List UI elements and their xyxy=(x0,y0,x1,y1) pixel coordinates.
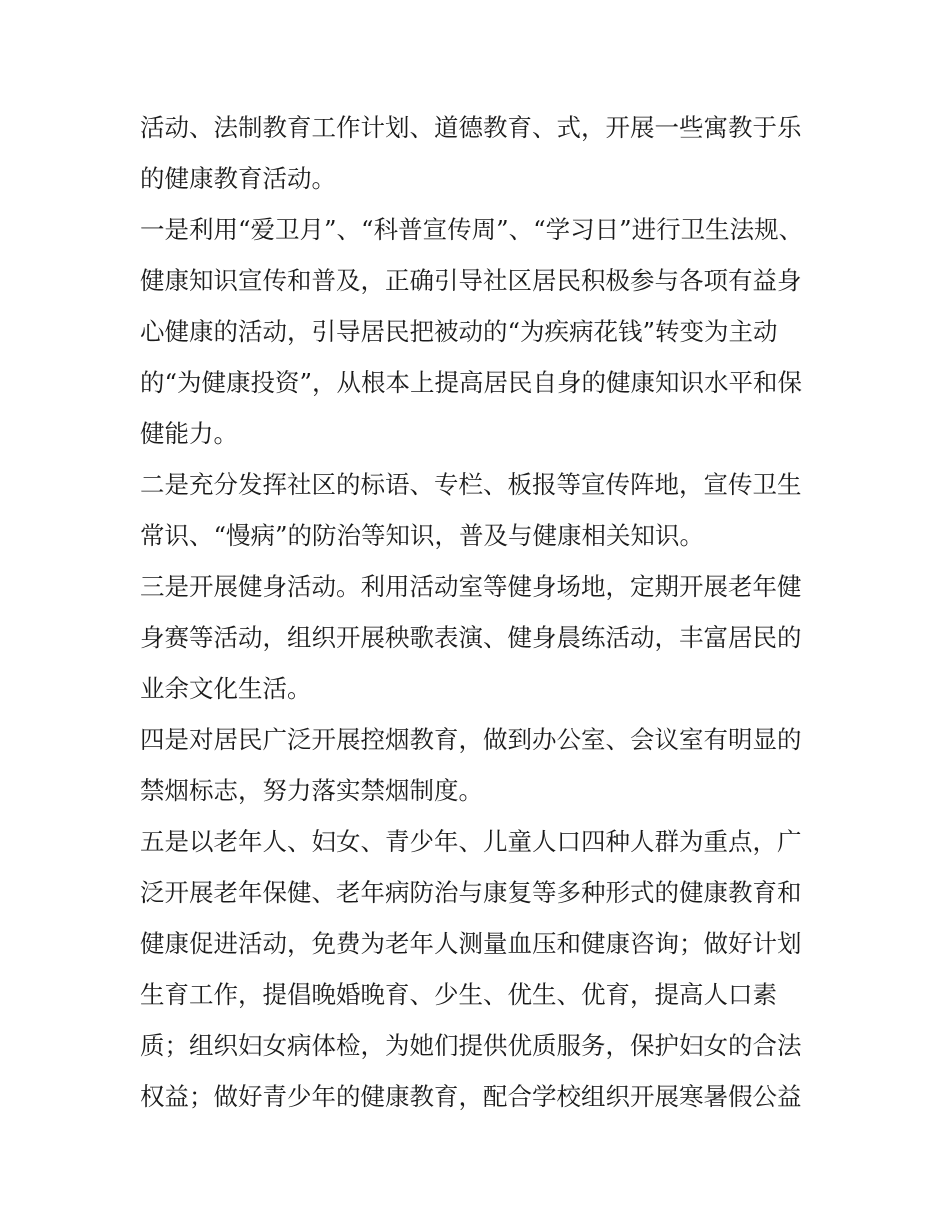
text-line: 四是对居民广泛开展控烟教育，做到办公室、会议室有明显的 xyxy=(140,725,802,754)
text-line: 活动、法制教育工作计划、道德教育、式，开展一些寓教于乐 xyxy=(140,113,802,142)
text-line: 二是充分发挥社区的标语、专栏、板报等宣传阵地，宣传卫生 xyxy=(140,470,802,499)
text-line: 泛开展老年保健、老年病防治与康复等多种形式的健康教育和 xyxy=(140,878,802,907)
text-line: 身赛等活动，组织开展秧歌表演、健身晨练活动，丰富居民的 xyxy=(140,623,802,652)
text-line: 健能力。 xyxy=(140,419,238,448)
text-line: 生育工作，提倡晚婚晚育、少生、优生、优育，提高人口素 xyxy=(140,980,777,1009)
text-line: 权益；做好青少年的健康教育，配合学校组织开展寒暑假公益 xyxy=(140,1082,802,1111)
text-line: 业余文化生活。 xyxy=(140,674,312,703)
text-line: 健康知识宣传和普及，正确引导社区居民积极参与各项有益身 xyxy=(140,266,802,295)
text-line: 质；组织妇女病体检，为她们提供优质服务，保护妇女的合法 xyxy=(140,1031,802,1060)
text-line: 常识、“慢病”的防治等知识，普及与健康相关知识。 xyxy=(140,521,705,550)
text-line: 健康促进活动，免费为老年人测量血压和健康咨询；做好计划 xyxy=(140,929,802,958)
text-line: 五是以老年人、妇女、青少年、儿童人口四种人群为重点，广 xyxy=(140,827,802,856)
text-line: 的健康教育活动。 xyxy=(140,164,336,193)
text-line: 三是开展健身活动。利用活动室等健身场地，定期开展老年健 xyxy=(140,572,802,601)
text-line: 心健康的活动，引导居民把被动的“为疾病花钱”转变为主动 xyxy=(140,317,778,346)
body-text xyxy=(140,102,820,1122)
text-line: 禁烟标志，努力落实禁烟制度。 xyxy=(140,776,483,805)
text-line: 一是利用“爱卫月”、“科普宣传周”、“学习日”进行卫生法规、 xyxy=(140,215,804,244)
text-line: 的“为健康投资”，从根本上提高居民自身的健康知识水平和保 xyxy=(140,368,803,397)
